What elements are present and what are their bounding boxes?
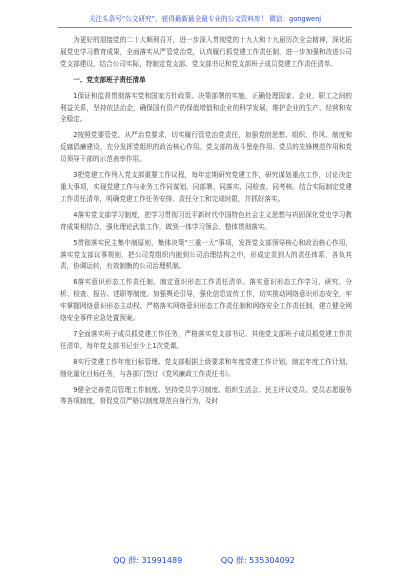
list-item: 6落实意识形态工作责任制，制定意识形态工作责任清单。落实意识形态工作学习、研究、分析、检查、报告、述职等制度。加强舆论引导，强化信息宣传工作，切实推动网络意识形态安全，牢牢掌握网络意识形态主动权。严格落实网络意识形态工作责任制和网络安全工作责任制，建立健全网络安全事件应急处置预案。 xyxy=(60,278,352,323)
footer-qq-group-2[interactable]: QQ 群: 535304092 xyxy=(220,556,295,565)
header-divider xyxy=(58,27,352,28)
footer-qq-group-1[interactable]: QQ 群: 31991489 xyxy=(113,556,183,565)
list-item: 3把党建工作列入党支部重要工作议程，每年定期研究党建工作，研究谋划重点工作，讨论决定重大事项，实现党建工作与业务工作同谋划、同部署、同落实、同检查、同考核。结合实际制定党建工作责任清单，明确党建工作任务安排、责任分工和完成时限，并抓好落实。 xyxy=(60,171,352,203)
list-item: 8实行党建工作年度目标管理。党支部根据上级要求和年度党建工作计划，制定年度工作计划，细化量化目标任务，与各部门签订《党风廉政工作责任书》。 xyxy=(60,357,352,378)
list-item: 5贯彻落实民主集中制原则，集体决策“三重一大”事项，发挥党支部领导核心和政治核心作用，落实党支部议事规则，把公司党组织内嵌到公司治理结构之中，形成定责到人的责任体系，各负其责，协调运转，有效制衡的公司治理机制。 xyxy=(60,238,352,271)
header-banner[interactable]: 关注头条号“公文研究”，获得最新最全最专业的公文资料库！ 微信：gongwenj xyxy=(88,15,322,23)
section-heading: 一、党支部班子责任清单 xyxy=(73,75,146,84)
list-item: 7全面落实班子成员抓党建工作任务，严格落实党支部书记、其他党支部班子成员抓党建工作责任清单，每年党支部书记至少上1次党课。 xyxy=(60,329,352,350)
footer xyxy=(0,555,408,566)
list-item: 4落实党支部学习制度，把学习贯彻习近平新时代中国特色社会主义思想与巩固深化党史学习教育成果相结合，强化理论武装工作，做到一体学习领会、整体贯彻落实。 xyxy=(60,210,352,231)
list-item: 9健全完善党员管理工作制度。坚持党员学习制度、组织生活会、民主评议党员、党员志愿服务等各项制度，督促党员严格以制度规范自身行为，及时 xyxy=(60,385,352,406)
list-item: 2按照党要管党、从严治党要求，切实履行管党治党责任，加强党的思想、组织、作风、制度和反腐倡廉建设，充分发挥党组织的政治核心作用。党支部的战斗堡垒作用、党员的先锋模范作用和党员领导干部的示范表率作用。 xyxy=(60,131,352,164)
intro-paragraph: 为更好的迎接党的二十大顺利召开，进一步深入贯彻党的十九大和十九届历次全会精神，深化拓展党史学习教育成果，全面落实从严管党治党，认真履行抓党建工作责任制，进一步加强和改进公司党支部建设，结合公司实际，特制定党支部、党支部书记和党支部班子成员党建工作责任清单。 xyxy=(60,36,352,68)
document-body xyxy=(60,35,352,412)
list-item: 1保证和监督贯彻落实党和国家方针政策、决策部署的实施，正确处理国家、企业、职工之间的利益关系，坚持依法治企，确保国有资产的保值增值和企业的科学发展，维护企业的生产、经营和安全稳定。 xyxy=(60,91,352,124)
